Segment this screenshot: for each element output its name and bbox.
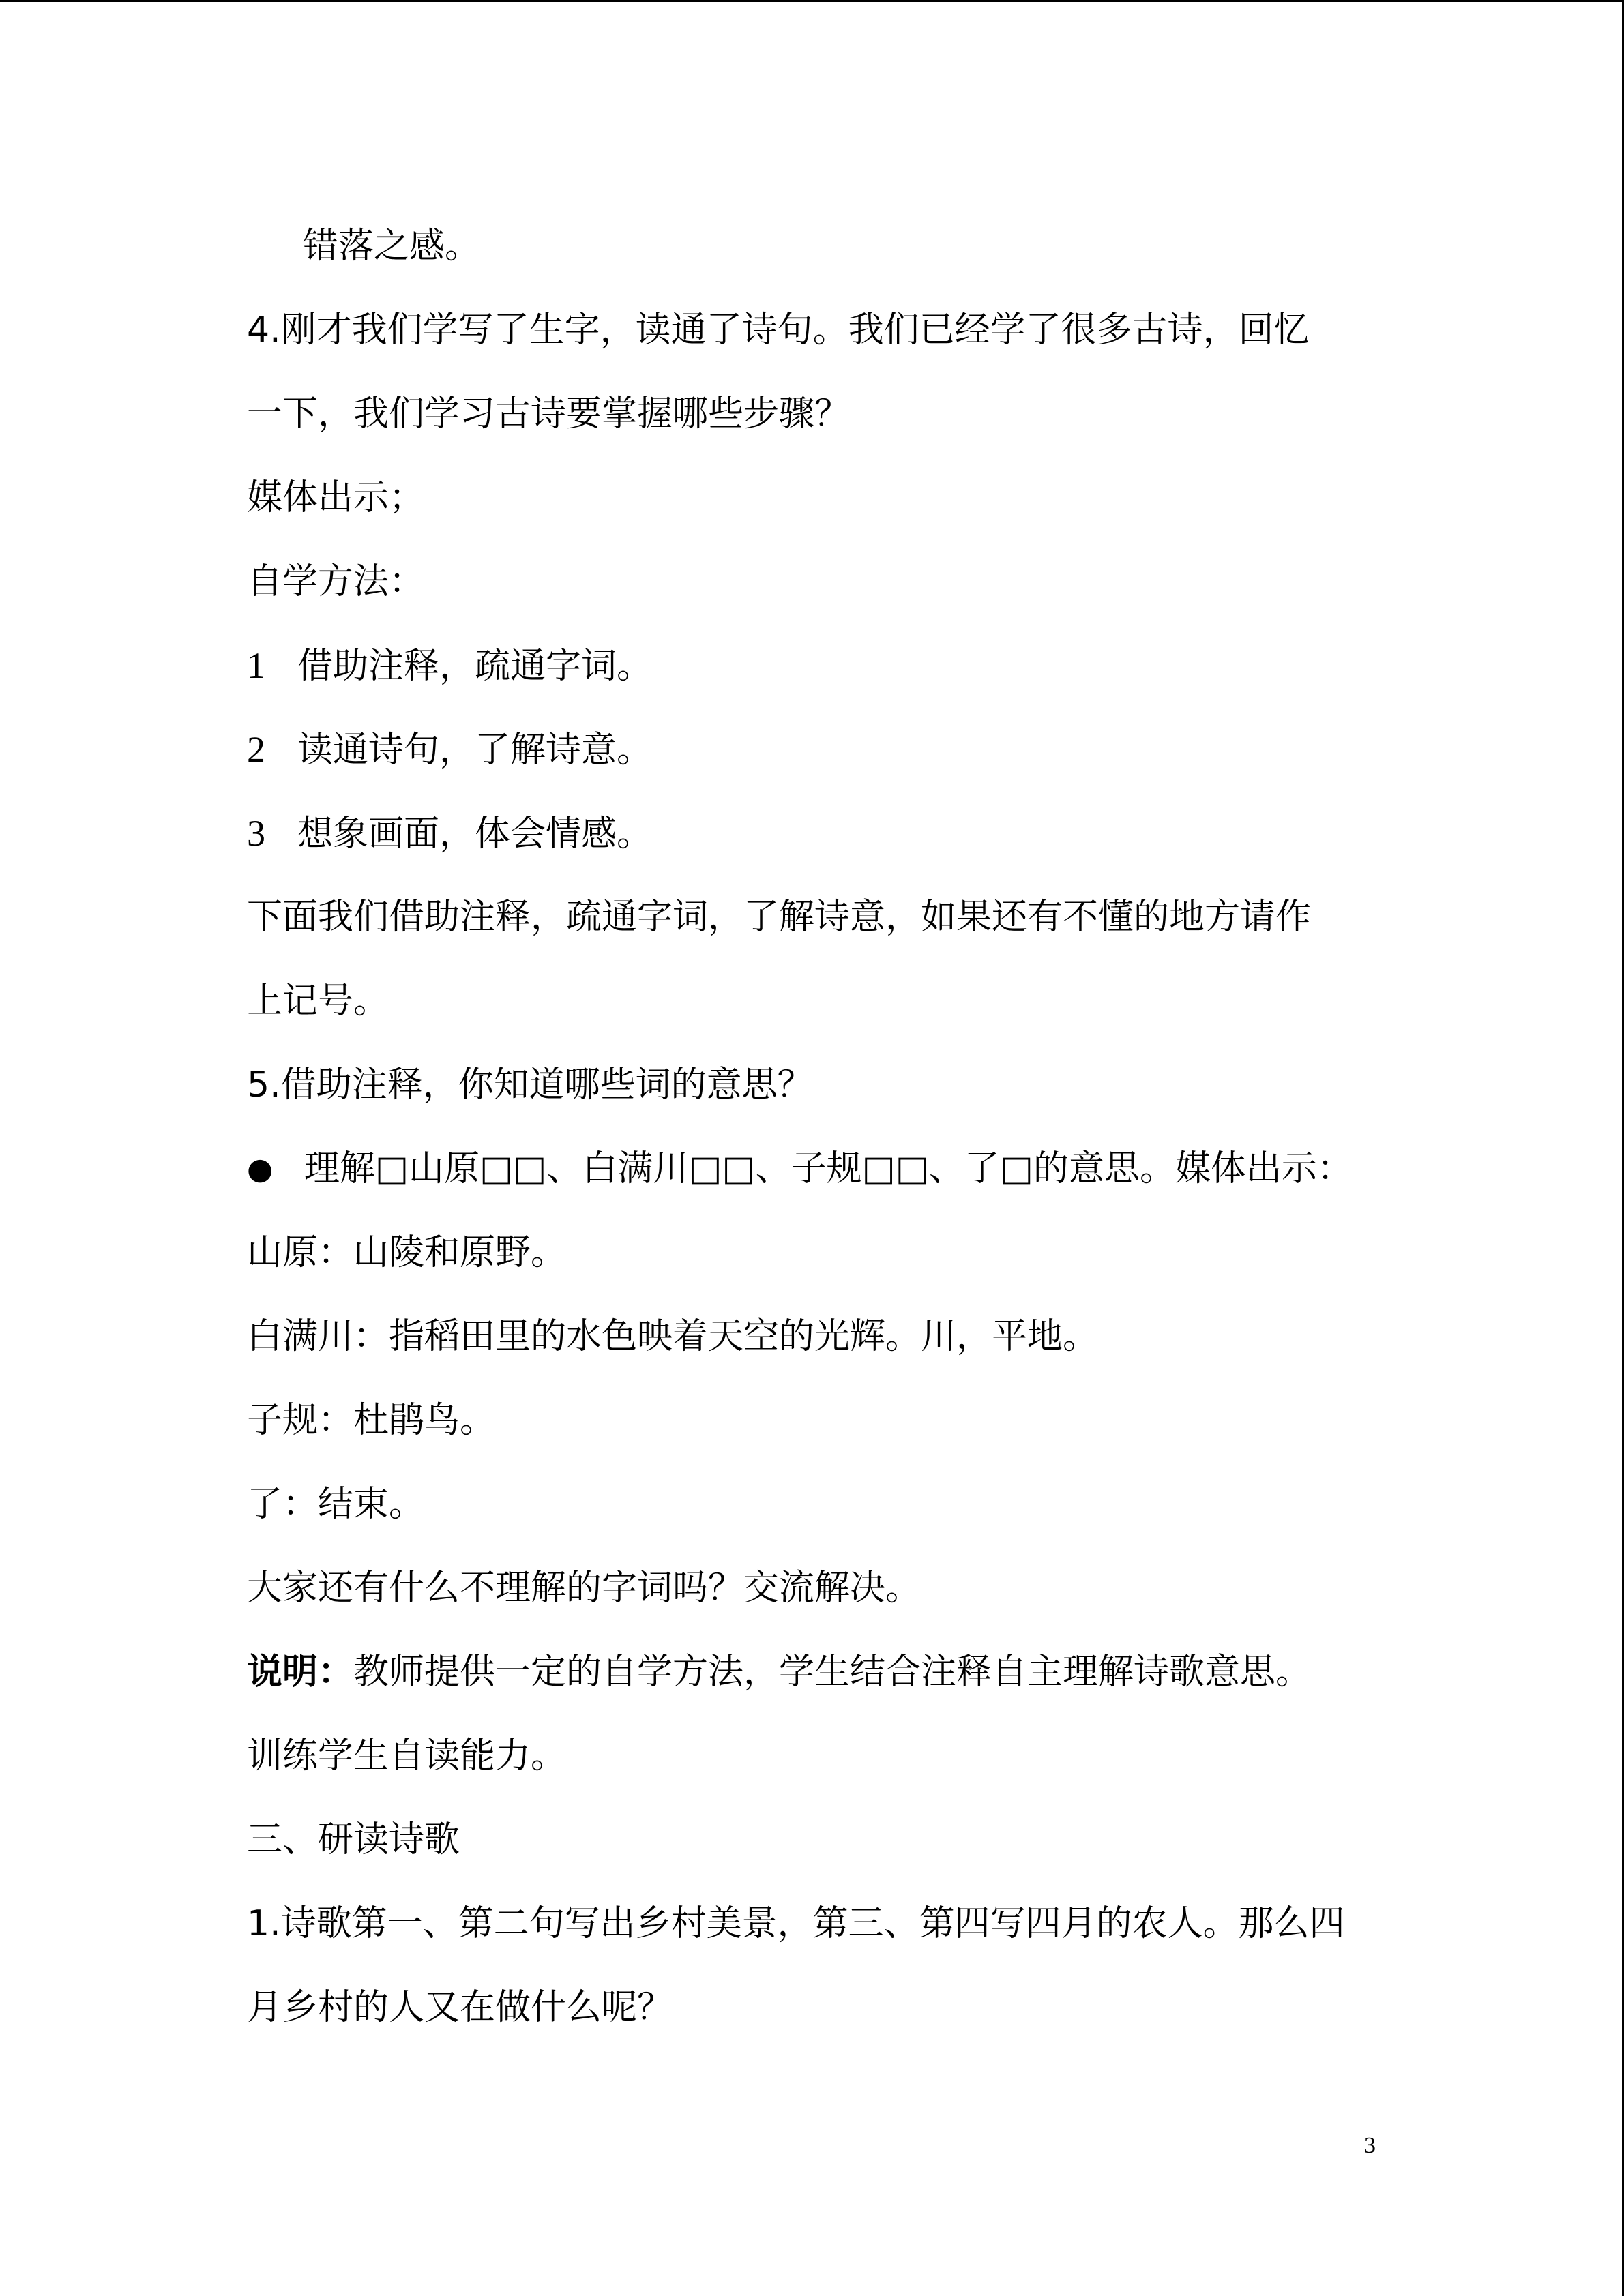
paragraph-line: 一下，我们学习古诗要掌握哪些步骤？ [247, 393, 851, 434]
note-line [247, 1630, 1393, 1714]
paragraph-line: 1.诗歌第一、第二句写出乡村美景，第三、第四写四月的农人。那么四 [247, 1903, 1345, 1944]
paragraph-line: 错落之感。 [303, 226, 481, 267]
bullet-dot-icon: ● [247, 1152, 274, 1187]
definition-line: 了：结束。 [247, 1484, 425, 1525]
step-text: 借助注释，疏通字词。 [297, 646, 653, 687]
definition-line: 子规：杜鹃鸟。 [247, 1400, 496, 1441]
step-item [247, 624, 1393, 708]
page-number: 3 [1364, 2133, 1376, 2158]
paragraph-line: 训练学生自读能力。 [247, 1735, 567, 1776]
paragraph-line: 上记号。 [247, 981, 389, 1022]
step-text: 读通诗句，了解诗意。 [297, 730, 653, 771]
bullet-item [247, 1127, 1393, 1211]
definition-line: 山原：山陵和原野。 [247, 1232, 567, 1273]
paragraph-line: 4.刚才我们学写了生字，读通了诗句。我们已经学了很多古诗，回忆 [247, 310, 1310, 351]
section-heading: 三、研读诗歌 [247, 1819, 460, 1860]
step-item [247, 792, 1393, 876]
step-text: 想象画面，体会情感。 [297, 814, 653, 854]
paragraph-line: 月乡村的人又在做什么呢？ [247, 1987, 673, 2028]
bullet-text: 理解□山原□□、白满川□□、子规□□、了□的意思。媒体出示： [304, 1148, 1353, 1189]
note-text: 教师提供一定的自学方法，学生结合注释自主理解诗歌意思。 [353, 1652, 1312, 1693]
step-number: 3 [247, 813, 265, 854]
paragraph-line: 5.借助注释，你知道哪些词的意思？ [247, 1064, 813, 1105]
paragraph-line: 下面我们借助注释，疏通字词，了解诗意，如果还有不懂的地方请作 [247, 897, 1312, 938]
step-item [247, 708, 1393, 792]
step-number: 1 [247, 645, 265, 686]
paragraph-line: 自学方法： [247, 561, 425, 602]
step-number: 2 [247, 729, 265, 770]
top-border [0, 0, 1624, 2]
page-body [247, 205, 1393, 2050]
paragraph-line: 大家还有什么不理解的字词吗？交流解决。 [247, 1568, 921, 1609]
paragraph-line: 媒体出示； [247, 477, 425, 518]
definition-line: 白满川：指稻田里的水色映着天空的光辉。川，平地。 [247, 1316, 1099, 1357]
note-label: 说明： [247, 1652, 354, 1693]
